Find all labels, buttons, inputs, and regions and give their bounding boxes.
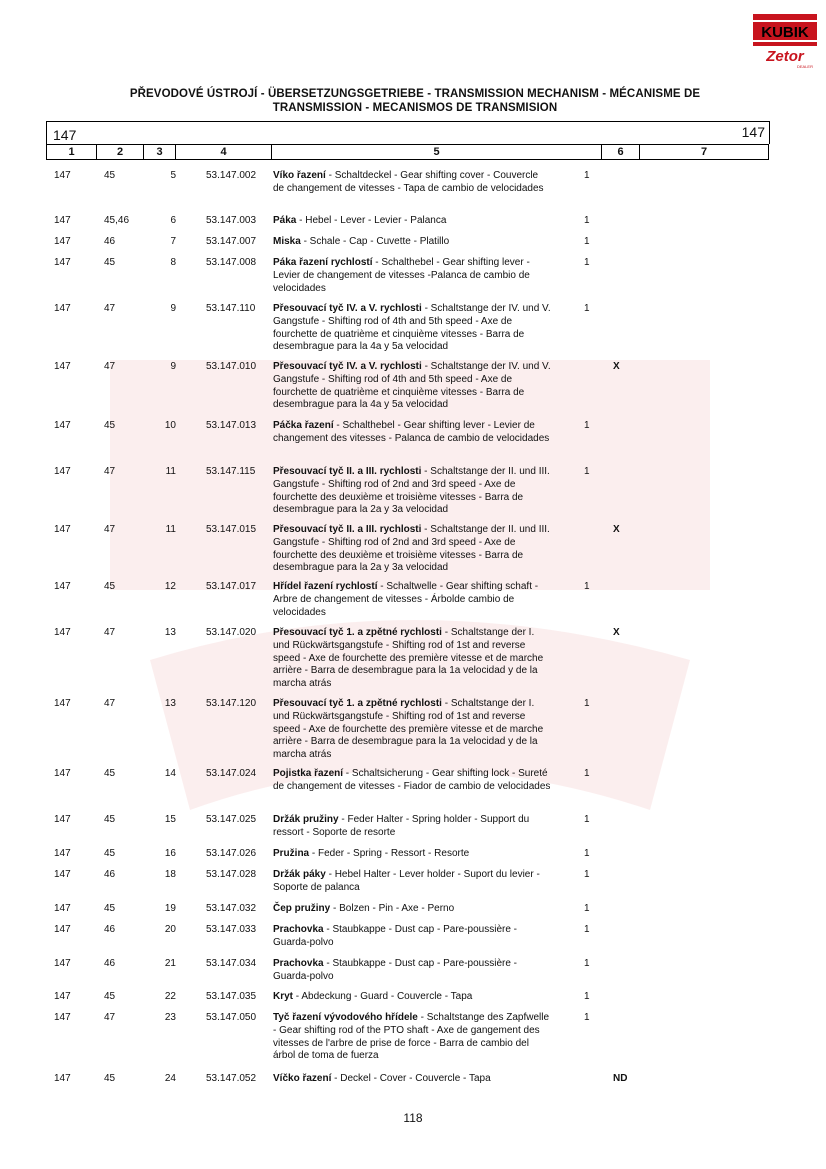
cell-position: 18: [164, 869, 176, 880]
description-translations: - Schaltstange der IV. und V. Gangstufe - Shifting rod of 4th and 5th speed - Axe de fourchette de quatrième et cinquième vitesses - Barra de desembrague para la 4a y 5a velocidad: [273, 361, 551, 411]
cell-position: 22: [164, 991, 176, 1002]
cell-description: [273, 991, 551, 1004]
cell-group: 147: [54, 991, 71, 1002]
cell-group: 147: [54, 257, 71, 268]
cell-quantity: 1: [584, 215, 590, 226]
cell-figure: 46: [104, 236, 116, 247]
cell-group: 147: [54, 524, 71, 535]
cell-position: 10: [164, 420, 176, 431]
cell-description: [273, 903, 551, 916]
cell-position: 5: [170, 170, 176, 181]
description-translations: - Hebel Halter - Lever holder - Suport du levier - Soporte de palanca: [273, 869, 540, 893]
cell-position: 24: [164, 1073, 176, 1084]
cell-figure: 47: [104, 1012, 116, 1023]
cell-quantity: 1: [584, 958, 590, 969]
column-header-5: 5: [272, 145, 602, 159]
cell-description: [273, 814, 551, 840]
title-line-1: PŘEVODOVÉ ÚSTROJÍ - ÜBERSETZUNGSGETRIEBE - TRANSMISSION MECHANISM - MÉCANISME DE: [129, 88, 701, 100]
cell-group: 147: [54, 814, 71, 825]
cell-description: [273, 869, 551, 895]
cell-part-number: 53.147.032: [206, 903, 257, 914]
cell-figure: 45: [104, 170, 116, 181]
cell-figure: 46: [104, 958, 116, 969]
cell-quantity: 1: [584, 768, 590, 779]
description-name-cz: Přesouvací tyč IV. a V. rychlosti: [273, 361, 422, 372]
page-title: [60, 87, 770, 115]
description-translations: - Schaltstange der I. und Rückwärtsgangstufe - Shifting rod of 1st and reverse speed - Axe de fourchette des première vitesse et de marche arrière - Barra de desembrague para la 1a velocidad y de la marcha atrás: [273, 698, 544, 761]
description-translations: - Schaltstange der I. und Rückwärtsgangstufe - Shifting rod of 1st and reverse speed - Axe de fourchette des première vitesse et de marche arrière - Barra de desembrague para la 1a velocidad y de la marcha atrás: [273, 627, 544, 690]
cell-position: 12: [164, 581, 176, 592]
cell-quantity: 1: [584, 924, 590, 935]
description-translations: - Schaltstange der IV. und V. Gangstufe - Shifting rod of 4th and 5th speed - Axe de fourchette de quatrième et cinquième vitesses - Barra de desembrague para la 4a y 5a velocidad: [273, 303, 551, 353]
cell-group: 147: [54, 215, 71, 226]
svg-text:Zetor: Zetor: [766, 48, 804, 65]
cell-figure: 47: [104, 466, 116, 477]
description-translations: - Schaltdeckel - Gear shifting cover - Couvercle de changement de vitesses - Tapa de cambio de velocidades: [273, 170, 544, 194]
cell-figure: 45: [104, 848, 116, 859]
section-number-left: 147: [53, 127, 77, 143]
cell-quantity: 1: [584, 903, 590, 914]
cell-description: [273, 361, 551, 412]
cell-note: X: [613, 627, 620, 638]
cell-figure: 46: [104, 924, 116, 935]
cell-part-number: 53.147.013: [206, 420, 257, 431]
cell-description: [273, 698, 551, 762]
cell-position: 13: [164, 698, 176, 709]
cell-position: 23: [164, 1012, 176, 1023]
cell-figure: 47: [104, 698, 116, 709]
cell-description: [273, 466, 551, 517]
svg-text:KUBIK: KUBIK: [761, 24, 809, 41]
description-name-cz: Miska: [273, 236, 301, 247]
cell-figure: 46: [104, 869, 116, 880]
column-header-row: [46, 144, 769, 160]
cell-position: 20: [164, 924, 176, 935]
description-name-cz: Pružina: [273, 848, 310, 859]
cell-figure: 45: [104, 581, 116, 592]
cell-group: 147: [54, 903, 71, 914]
description-translations: - Feder - Spring - Ressort - Resorte: [309, 848, 470, 859]
cell-quantity: 1: [584, 303, 590, 314]
cell-quantity: 1: [584, 1012, 590, 1023]
description-translations: - Schaltstange der II. und III. Gangstufe - Shifting rod of 2nd and 3rd speed - Axe de fourchette des deuxième et troisième vitesses - Barra de desembrague para la 2a y 3a velocidad: [273, 466, 550, 516]
svg-text:DEALER: DEALER: [796, 64, 814, 69]
cell-group: 147: [54, 303, 71, 314]
cell-part-number: 53.147.035: [206, 991, 257, 1002]
cell-part-number: 53.147.008: [206, 257, 257, 268]
cell-description: [273, 524, 551, 575]
cell-description: [273, 303, 551, 354]
cell-description: [273, 1073, 551, 1086]
cell-position: 13: [164, 627, 176, 638]
cell-description: [273, 1012, 551, 1063]
cell-description: [273, 848, 551, 861]
cell-quantity: 1: [584, 257, 590, 268]
description-name-cz: Páčka řazení: [273, 420, 334, 431]
cell-group: 147: [54, 698, 71, 709]
description-translations: - Abdeckung - Guard - Couvercle - Tapa: [293, 991, 473, 1002]
cell-part-number: 53.147.015: [206, 524, 257, 535]
column-header-3: 3: [144, 145, 176, 159]
kubik-zetor-logo: [753, 14, 817, 72]
cell-quantity: 1: [584, 991, 590, 1002]
cell-figure: 47: [104, 627, 116, 638]
cell-description: [273, 581, 551, 619]
cell-part-number: 53.147.050: [206, 1012, 257, 1023]
description-translations: - Schaltsicherung - Gear shifting lock - Sureté de changement de vitesses - Fiador de cambio de velocidades: [273, 768, 551, 792]
description-name-cz: Držák páky: [273, 869, 326, 880]
cell-figure: 47: [104, 361, 116, 372]
description-name-cz: Držák pružiny: [273, 814, 339, 825]
description-translations: - Hebel - Lever - Levier - Palanca: [296, 215, 447, 226]
cell-part-number: 53.147.003: [206, 215, 257, 226]
column-header-2: 2: [97, 145, 144, 159]
cell-part-number: 53.147.017: [206, 581, 257, 592]
description-name-cz: Přesouvací tyč 1. a zpětné rychlosti: [273, 698, 442, 709]
cell-note: X: [613, 524, 620, 535]
cell-description: [273, 170, 551, 196]
cell-part-number: 53.147.033: [206, 924, 257, 935]
cell-position: 7: [170, 236, 176, 247]
title-line-2: TRANSMISSION - MECANISMOS DE TRANSMISION: [272, 102, 558, 114]
cell-position: 19: [164, 903, 176, 914]
cell-position: 15: [164, 814, 176, 825]
cell-figure: 45,46: [104, 215, 130, 226]
cell-part-number: 53.147.024: [206, 768, 257, 779]
column-header-4: 4: [176, 145, 272, 159]
cell-group: 147: [54, 768, 71, 779]
cell-figure: 47: [104, 303, 116, 314]
cell-description: [273, 768, 551, 794]
cell-position: 9: [170, 361, 176, 372]
cell-figure: 45: [104, 991, 116, 1002]
cell-part-number: 53.147.026: [206, 848, 257, 859]
cell-group: 147: [54, 958, 71, 969]
cell-quantity: 1: [584, 848, 590, 859]
cell-description: [273, 627, 551, 691]
description-name-cz: Hřídel řazení rychlostí: [273, 581, 378, 592]
cell-group: 147: [54, 848, 71, 859]
cell-group: 147: [54, 1012, 71, 1023]
cell-quantity: 1: [584, 698, 590, 709]
description-translations: - Feder Halter - Spring holder - Support du ressort - Soporte de resorte: [273, 814, 530, 838]
cell-description: [273, 236, 551, 249]
description-name-cz: Přesouvací tyč IV. a V. rychlosti: [273, 303, 422, 314]
cell-part-number: 53.147.034: [206, 958, 257, 969]
section-number-right: 147: [741, 124, 765, 140]
description-translations: - Schale - Cap - Cuvette - Platillo: [300, 236, 450, 247]
description-name-cz: Pojistka řazení: [273, 768, 344, 779]
description-translations: - Schaltstange des Zapfwelle - Gear shifting rod of the PTO shaft - Axe de gangement des vitesses de l'arbre de prise de force - Barra de cambio del árbol de toma de fuerza: [273, 1012, 550, 1062]
cell-figure: 45: [104, 257, 116, 268]
description-translations: - Staubkappe - Dust cap - Pare-poussière - Guarda-polvo: [273, 924, 518, 948]
cell-group: 147: [54, 869, 71, 880]
cell-note: ND: [613, 1073, 628, 1084]
description-name-cz: Kryt: [273, 991, 294, 1002]
description-name-cz: Prachovka: [273, 924, 324, 935]
cell-description: [273, 420, 551, 446]
cell-quantity: 1: [584, 420, 590, 431]
cell-figure: 45: [104, 768, 116, 779]
description-translations: - Schaltwelle - Gear shifting schaft - Arbre de changement de vitesses - Árbolde cambio de velocidades: [273, 581, 539, 618]
cell-group: 147: [54, 924, 71, 935]
cell-part-number: 53.147.020: [206, 627, 257, 638]
column-header-1: 1: [47, 145, 97, 159]
cell-part-number: 53.147.002: [206, 170, 257, 181]
description-translations: - Bolzen - Pin - Axe - Perno: [330, 903, 455, 914]
cell-position: 8: [170, 257, 176, 268]
cell-group: 147: [54, 466, 71, 477]
cell-quantity: 1: [584, 814, 590, 825]
cell-figure: 45: [104, 903, 116, 914]
cell-position: 21: [164, 958, 176, 969]
description-name-cz: Páka: [273, 215, 297, 226]
page-number: 118: [403, 1111, 423, 1125]
description-name-cz: Páka řazení rychlostí: [273, 257, 373, 268]
cell-part-number: 53.147.007: [206, 236, 257, 247]
cell-figure: 45: [104, 1073, 116, 1084]
description-name-cz: Přesouvací tyč II. a III. rychlosti: [273, 466, 422, 477]
cell-quantity: 1: [584, 466, 590, 477]
cell-group: 147: [54, 170, 71, 181]
description-name-cz: Tyč řazení vývodového hřídele: [273, 1012, 418, 1023]
cell-group: 147: [54, 236, 71, 247]
column-header-6: 6: [602, 145, 640, 159]
cell-part-number: 53.147.110: [206, 303, 256, 314]
cell-description: [273, 958, 551, 984]
cell-group: 147: [54, 627, 71, 638]
description-translations: - Schaltstange der II. und III. Gangstufe - Shifting rod of 2nd and 3rd speed - Axe de fourchette des deuxième et troisième vitesses - Barra de desembrague para la 2a y 3a velocidad: [273, 524, 550, 574]
description-translations: - Schalthebel - Gear shifting lever - Levier de changement des vitesses - Palanca de cambio de velocidades: [273, 420, 550, 444]
cell-position: 11: [165, 466, 176, 477]
cell-figure: 45: [104, 814, 116, 825]
description-name-cz: Přesouvací tyč 1. a zpětné rychlosti: [273, 627, 442, 638]
cell-figure: 45: [104, 420, 116, 431]
description-translations: - Staubkappe - Dust cap - Pare-poussière - Guarda-polvo: [273, 958, 518, 982]
description-translations: - Deckel - Cover - Couvercle - Tapa: [331, 1073, 491, 1084]
cell-part-number: 53.147.025: [206, 814, 257, 825]
description-name-cz: Čep pružiny: [273, 903, 331, 914]
section-header: [46, 121, 770, 144]
cell-part-number: 53.147.010: [206, 361, 257, 372]
cell-position: 16: [164, 848, 176, 859]
cell-group: 147: [54, 361, 71, 372]
description-name-cz: Přesouvací tyč II. a III. rychlosti: [273, 524, 422, 535]
cell-part-number: 53.147.120: [206, 698, 257, 709]
cell-part-number: 53.147.115: [206, 466, 256, 477]
cell-group: 147: [54, 420, 71, 431]
cell-position: 9: [170, 303, 176, 314]
cell-figure: 47: [104, 524, 116, 535]
cell-quantity: 1: [584, 170, 590, 181]
column-header-7: 7: [700, 146, 708, 158]
cell-position: 11: [165, 524, 176, 535]
description-name-cz: Prachovka: [273, 958, 324, 969]
description-name-cz: Víčko řazení: [273, 1073, 332, 1084]
cell-description: [273, 215, 551, 228]
cell-description: [273, 924, 551, 950]
cell-part-number: 53.147.028: [206, 869, 257, 880]
cell-group: 147: [54, 581, 71, 592]
cell-quantity: 1: [584, 236, 590, 247]
cell-part-number: 53.147.052: [206, 1073, 257, 1084]
cell-quantity: 1: [584, 581, 590, 592]
cell-note: X: [613, 361, 620, 372]
cell-group: 147: [54, 1073, 71, 1084]
cell-position: 6: [170, 215, 176, 226]
description-translations: - Schalthebel - Gear shifting lever - Levier de changement de vitesses -Palanca de cambio de velocidades: [273, 257, 530, 294]
cell-position: 14: [164, 768, 176, 779]
cell-description: [273, 257, 551, 295]
description-name-cz: Víko řazení: [273, 170, 326, 181]
cell-quantity: 1: [584, 869, 590, 880]
